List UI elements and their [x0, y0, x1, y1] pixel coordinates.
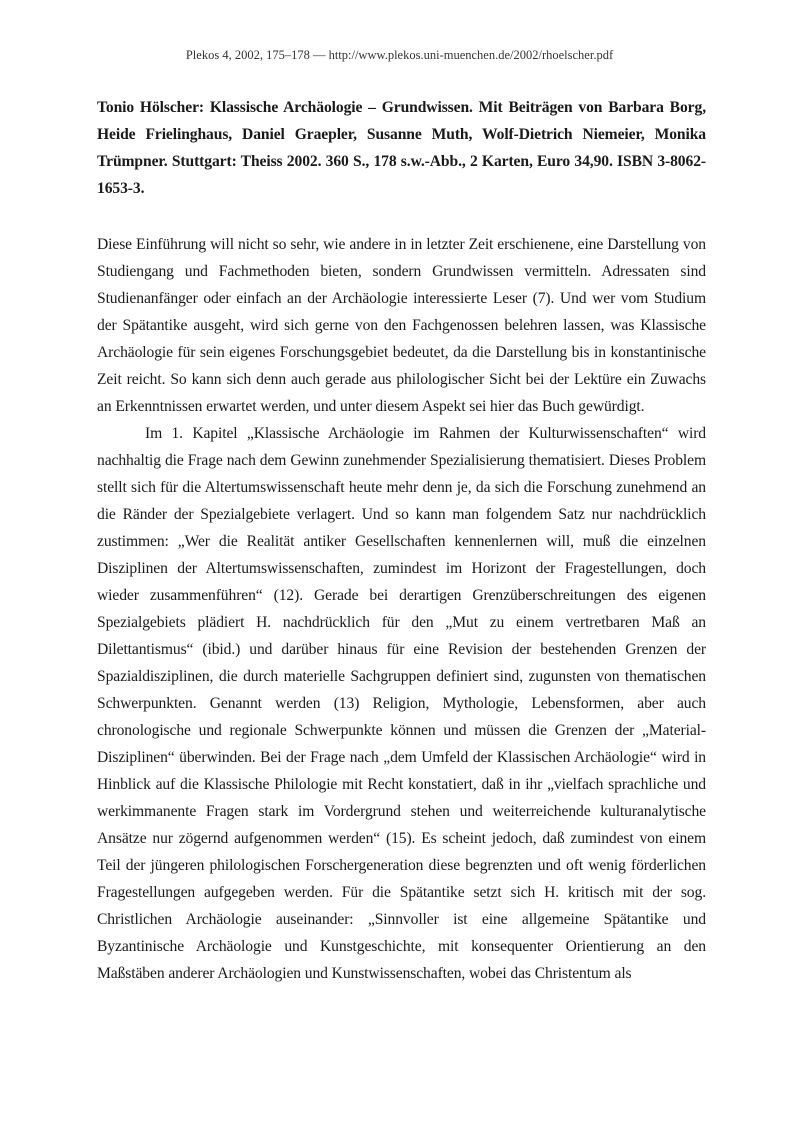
paragraph-intro: Diese Einführung will nicht so sehr, wie andere in in letzter Zeit erschienene, eine Darstellung von Studiengang und Fachmethoden bieten, sondern Grundwissen vermitteln. Adressaten sind Studienanfänger oder einfach an der Archäologie interessierte Leser (7). Und wer vom Studium der Spätantike ausgeht, wird sich gerne von den Fachgenossen belehren lassen, was Klassische Archäologie für sein eigenes Forschungsgebiet bedeutet, da die Darstellung bis in konstantinische Zeit reicht. So kann sich denn auch gerade aus philologischer Sicht bei der Lektüre ein Zuwachs an Erkenntnissen erwartet werden, und unter diesem Aspekt sei hier das Buch gewürdigt.: [97, 236, 706, 415]
running-header: Plekos 4, 2002, 175–178 — http://www.plekos.uni-muenchen.de/2002/rhoelscher.pdf: [185, 48, 614, 62]
paragraph-chapter-one: Im 1. Kapitel „Klassische Archäologie im Rahmen der Kulturwissenschaften“ wird nachhaltig die Frage nach dem Gewinn zunehmender Spezialisierung thematisiert. Dieses Problem stellt sich für die Altertumswissenschaft heute mehr denn je, da sich die Forschung zunehmend an die Ränder der Spezialgebiete verlagert. Und so kann man folgendem Satz nur nachdrücklich zustimmen: „Wer die Realität antiker Gesellschaften kennenlernen will, muß die einzelnen Disziplinen der Altertumswissenschaften, zumindest im Horizont der Fragestellungen, doch wieder zusammenführen“ (12). Gerade bei derartigen Grenzüberschreitungen des eigenen Spezialgebiets plädiert H. nachdrücklich für den „Mut zu einem vertretbaren Maß an Dilettantismus“ (ibid.) und darüber hinaus für eine Revision der bestehenden Grenzen der Spazialdisziplinen, die durch materielle Sachgruppen definiert sind, zugunsten von thematischen Schwerpunkten. Genannt werden (13) Religion, Mythologie, Lebensformen, aber auch chronologische und regionale Schwerpunkte können und müssen die Grenzen der „Material-Disziplinen“ überwinden. Bei der Frage nach „dem Umfeld der Klassischen Archäologie“ wird in Hinblick auf die Klassische Philologie mit Recht konstatiert, daß in ihr „vielfach sprachliche und werkimmanente Fragen stark im Vordergrund stehen und weiterreichende kulturanalytische Ansätze nur zögernd aufgenommen werden“ (15). Es scheint jedoch, daß zumindest von einem Teil der jüngeren philologischen Forschergeneration diese begrenzten und oft wenig förderlichen Fragestellungen aufgegeben werden. Für die Spätantike setzt sich H. kritisch mit der sog. Christlichen Archäologie auseinander: „Sinnvoller ist eine allgemeine Spätantike und Byzantinische Archäologie und Kunstgeschichte, mit konsequenter Orientierung an den Maßstäben anderer Archäologien und Kunstwissenschaften, wobei das Christentum als: [97, 425, 706, 982]
book-citation: Tonio Hölscher: Klassische Archäologie – Grundwissen. Mit Beiträgen von Barbara Borg, Heide Frielinghaus, Daniel Graepler, Susanne Muth, Wolf-Dietrich Niemeier, Monika Trümpner. Stuttgart: Theiss 2002. 360 S., 178 s.w.-Abb., 2 Karten, Euro 34,90. ISBN 3-8062-1653-3.: [97, 99, 706, 197]
review-content: [97, 94, 706, 987]
